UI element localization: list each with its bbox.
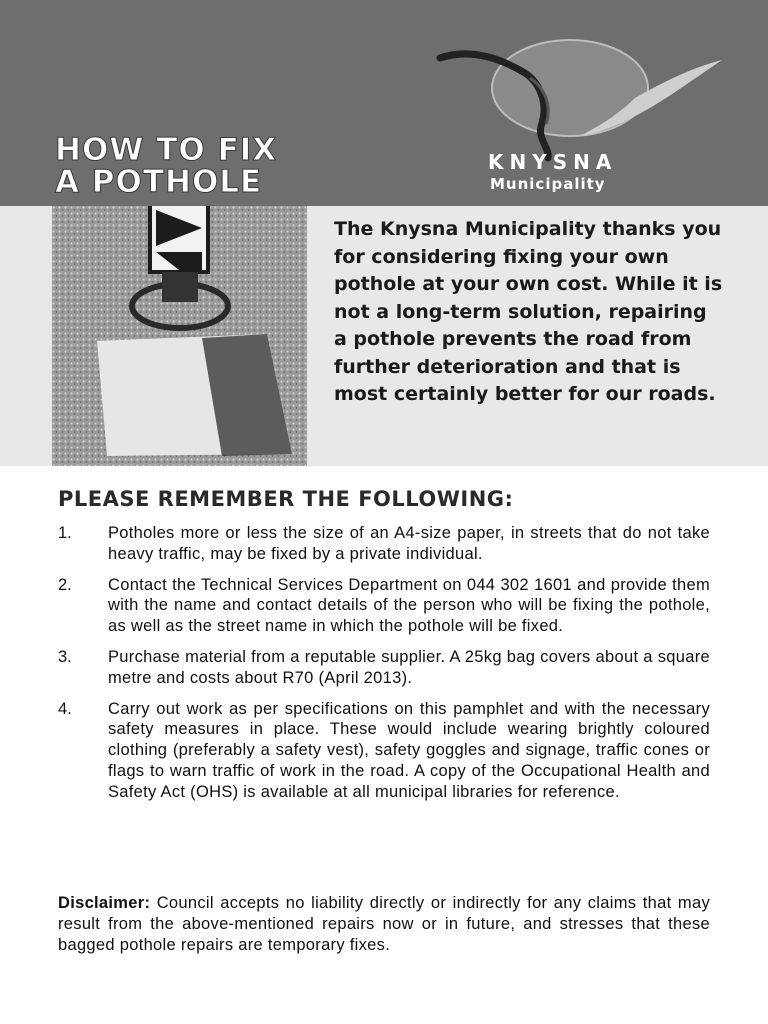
instructions-list	[58, 523, 710, 813]
list-item	[58, 523, 710, 565]
pothole-repair-photo	[52, 206, 307, 466]
title-line-1: HOW TO FIX	[55, 132, 278, 168]
disclaimer	[58, 893, 710, 955]
list-text: Potholes more or less the size of an A4-size paper, in streets that do not take heavy traffic, may be fixed by a private individual.	[108, 524, 710, 563]
list-item	[58, 575, 710, 637]
disclaimer-text: Council accepts no liability directly or indirectly for any claims that may result from the above-mentioned repairs now or in future, and stresses that these bagged pothole repairs are temporary fixes.	[58, 894, 710, 954]
page-title	[55, 134, 277, 198]
list-number: 4.	[58, 699, 72, 718]
logo-name: KNYSNA	[488, 150, 618, 174]
list-item	[58, 699, 710, 803]
section-heading: PLEASE REMEMBER THE FOLLOWING:	[58, 487, 514, 511]
title-line-2: A POTHOLE	[55, 164, 263, 200]
list-text: Carry out work as per specifications on this pamphlet and with the necessary safety measures in place. These would include wearing brightly coloured clothing (preferably a safety vest), safety goggles and signage, traffic cones or flags to warn traffic of work in the road. A copy of the Occupational Health and Safety Act (OHS) is available at all municipal libraries for reference.	[108, 699, 710, 801]
list-number: 3.	[58, 647, 72, 666]
list-number: 2.	[58, 575, 72, 594]
logo-subtitle: Municipality	[490, 175, 606, 193]
list-text: Purchase material from a reputable supplier. A 25kg bag covers about a square metre and costs about R70 (April 2013).	[108, 647, 710, 687]
list-number: 1.	[58, 524, 72, 542]
disclaimer-label: Disclaimer:	[58, 894, 151, 912]
list-text: Contact the Technical Services Department on 044 302 1601 and provide them with the name and contact details of the person who will be fixing the pothole, as well as the street name in which the pothole will be fixed.	[108, 575, 710, 636]
list-item	[58, 647, 710, 689]
intro-text: The Knysna Municipality thanks you for considering fixing your own pothole at your own cost. While it is not a long-term solution, repairing a pothole prevents the road from further deterioration and that is most certainly better for our roads.	[334, 218, 723, 405]
